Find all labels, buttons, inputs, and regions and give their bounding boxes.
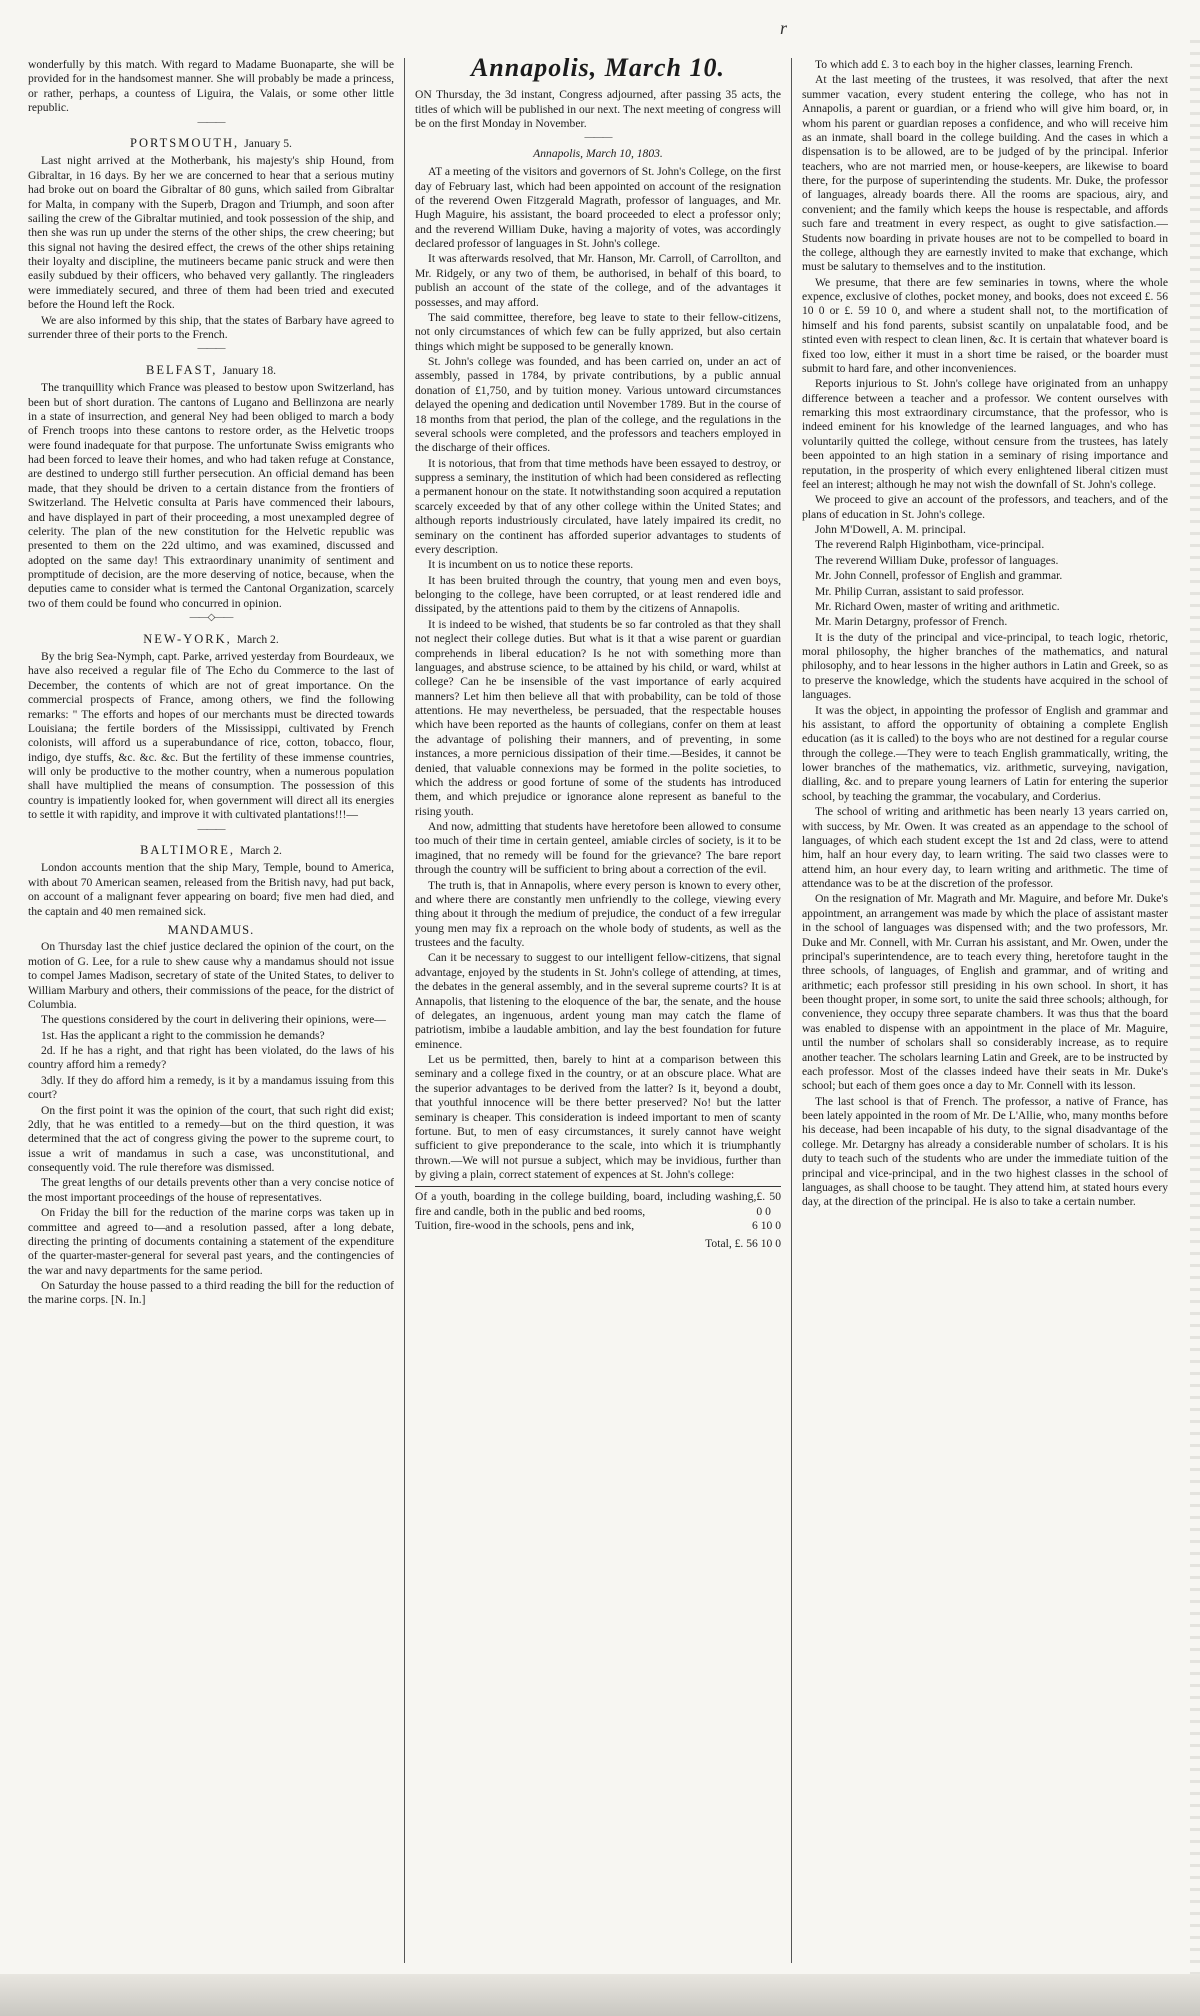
separator: ——— (197, 116, 225, 128)
college-p3: It was afterwards resolved, that Mr. Hanson, Mr. Carroll, of Carrollton, and Mr. Ridgely, or any two of them, be authorised, in behalf of this board, to publish an account of the state of the college, and of the advantages it possesses, and may afford. (415, 252, 781, 309)
column-1 (28, 58, 394, 1963)
separator: ——— (584, 132, 612, 144)
mandamus-q3: 3dly. If they do afford him a remedy, is it by a mandamus issuing from this court? (28, 1073, 394, 1102)
separator: ——— (197, 823, 225, 835)
expense-amount: £. 50 0 0 (756, 1190, 781, 1218)
col3-p8: The school of writing and arithmetic has been nearly 13 years carried on, with success, by Mr. Owen. It was created as an appendage to the school of languages, of which each student except the 1st and 2d class, were to attend him, half an hour every day, to learn writing. The said two classes were to attend him, an hour every day, to learn writing and arithmetic. The time of attendance was to be at the discretion of the professor. (802, 805, 1168, 890)
column-2 (415, 58, 781, 1963)
intro-paragraph: wonderfully by this match. With regard to Madame Buonaparte, she will be provided for in the handsomest manner. She will probably be made a princess, or rather, perhaps, a countess of Liguira, the Valais, or some other little republic. (28, 58, 394, 115)
expense-table (415, 1186, 781, 1251)
page-mark: r (780, 18, 788, 38)
belfast-dateline (28, 363, 394, 379)
column-rule (404, 58, 405, 1963)
expense-total (415, 1237, 781, 1251)
column-rule (791, 58, 792, 1963)
expense-amount: 6 10 0 (752, 1219, 781, 1233)
college-p6: It is notorious, that from that time methods have been essayed to destroy, or suppress a seminary, the institution of which had been considered as reflecting a permanent honour on the state. It notwithstanding soon acquired a reputation scarcely exceeded by that of any other college within the United States; and although reports industriously circulated, have lately impaired its credit, no seminary on the continent has afforded superior advantages to students of every description. (415, 456, 781, 556)
newyork-p1: By the brig Sea-Nymph, capt. Parke, arrived yesterday from Bourdeaux, we have also received a regular file of The Echo du Commerce to the last of December, the contents of which are not of great importance. On the commercial prospects of France, among others, we find the following remarks: " The efforts and hopes of our merchants must be directed towards Louisiana; the fertile borders of the Mississippi, cultivated by French colonists, will afford us a superabundance of rice, cotton, tobacco, flour, indigo, dye stuffs, &c. &c. &c. But the fertility of these immense countries, will only be productive to the mother country, when a numerous population shall have multiplied the means of consumption. The possession of this country is impatiently looked for, when government will direct all its energies to settle it with rapidity, and improve it with cultivated plantations!!!— (28, 650, 394, 822)
separator: ——◇—— (189, 612, 233, 624)
faculty-english: Mr. John Connell, professor of English and grammar. (815, 569, 1063, 583)
baltimore-place: BALTIMORE, (140, 842, 235, 857)
faculty-vice-principal: The reverend Ralph Higinbotham, vice-principal. (815, 538, 1045, 552)
college-p4: The said committee, therefore, beg leave to state to their fellow-citizens, not only circumstances of which few can be fully apprized, but also certain things which might be supposed to be generally known. (415, 310, 781, 353)
portsmouth-p2: We are also informed by this ship, that the states of Barbary have agreed to surrender three of their ports to the French. (28, 313, 394, 341)
college-p13: Let us be permitted, then, barely to hint at a comparison between this seminary and a college fixed in the country, or at an obscure place. What are the superior advantages to be derived from the latter? Is it, beyond a doubt, that youthful innocence will be there better preserved? No! but the latter seminary is cheaper. This consideration is indeed important to men of scanty fortune. But, to men of easy circumstances, it surely cannot have weight sufficient to give preponderance to the scale, into which it is triumphantly thrown.—We will not pursue a subject, which may be invidious, further than by giving a plain, correct statement of expences at St. John's college: (415, 1053, 781, 1181)
belfast-date: January 18. (222, 363, 277, 377)
faculty-writing: Mr. Richard Owen, master of writing and arithmetic. (815, 599, 1060, 613)
mandamus-p1: On Thursday last the chief justice declared the opinion of the court, on the motion of G. Lee, for a rule to shew cause why a mandamus should not issue to compel James Madison, secretary of state of the United States, to deliver to William Marbury and others, their commissions of the peace, for the district of Columbia. (28, 940, 394, 1011)
mandamus-p2: The questions considered by the court in delivering their opinions, were— (41, 1013, 386, 1027)
total-amount: £. 56 10 0 (734, 1236, 781, 1250)
college-p11: The truth is, that in Annapolis, where every person is known to every other, and where there are constantly men unfriendly to the college, viewing every thing about it through the medium of prejudice, the conduct of a few irregular young men may fix a reproach on the whole body of students, as well as the trustees and the faculty. (415, 878, 781, 949)
college-p10: And now, admitting that students have heretofore been allowed to consume too much of their time in certain genteel, amiable circles of society, is it to be imagined, that no remedy will be found for the grievance? The bare report through the country will be sufficient to bring about a correction of the evil. (415, 820, 781, 877)
congress-paragraph: ON Thursday, the 3d instant, Congress adjourned, after passing 35 acts, the titles of which will be published in our next. The next meeting of congress will be on the first Monday in November. (415, 88, 781, 130)
portsmouth-dateline (28, 136, 394, 152)
portsmouth-date: January 5. (244, 136, 292, 150)
col3-p5: We proceed to give an account of the professors, and teachers, and of the plans of education in St. John's college. (802, 493, 1168, 521)
faculty-french: Mr. Marin Detargny, professor of French. (815, 615, 1008, 629)
expense-label: Of a youth, boarding in the college building, board, including washing, fire and candle, both in the public and bed rooms, (415, 1190, 757, 1218)
col3-p10: The last school is that of French. The professor, a native of France, has been lately appointed in the room of Mr. De L'Allie, who, many months before his decease, had been incapable of his duty, to the signal disadvantage of the college. Mr. Detargny has already a considerable number of scholars. It is his duty to teach such of the students who are under the immediate tuition of the principal and vice-principal, and in the two highest classes in the school of languages, as shall choose to be taught. They attend him, at stated hours every day, at the direction of the principal. He is also to take a certain number. (802, 1094, 1168, 1209)
col3-p6: It is the duty of the principal and vice-principal, to teach logic, rhetoric, moral philosophy, the higher branches of the mathematics, and natural philosophy, and to hear lessons in the higher authors in Latin and Greek, so as to preserve the knowledge, which the students have acquired in the school of languages. (802, 630, 1168, 702)
newyork-dateline (28, 632, 394, 648)
col3-p2: At the last meeting of the trustees, it was resolved, that after the next summer vacation, every student entering the college, who has not in Annapolis, a parent or guardian, or a friend who will give him board, or, in whom his parent or guardian reposes a confidence, and who will receive him as an inmate, shall board in the college building. And the cases in which a dispensation is to be allowed, are to be judged of by the principal. Inferior teachers, who are not married men, or house-keepers, are likewise to board there, for the purpose of superintending the students. Mr. Duke, the professor of languages, already boards there. All the rooms are spacious, airy, and convenient; and the family which keeps the house is respectable, and affords such fare and treatment in every respect, as ought to give satisfaction.—Students now boarding in private houses are not to be compelled to board in the college, although they are earnestly invited to make that exchange, which must be salutary to themselves and to the institution. (802, 73, 1168, 274)
col3-p7: It was the object, in appointing the professor of English and grammar and his assistant, to afford the opportunity of obtaining a complete English education (as it is called) to the boys who are not destined for a regular course through the college.—They were to teach English grammatically, writing, the lower branches of the mathematics, viz. arithmetic, surveying, navigation, dialling, &c. and to prepare young learners of Latin for entering the superior school, by teaching the grammar, the vocabulary, and Corderius. (802, 703, 1168, 803)
college-p8: It has been bruited through the country, that young men and even boys, belonging to the college, have been corrupted, or at least rendered idle and dissipated, by the attentions paid to them by the citizens of Annapolis. (415, 573, 781, 616)
mandamus-heading: MANDAMUS. (167, 922, 255, 937)
total-label: Total, (705, 1236, 732, 1250)
college-p5: St. John's college was founded, and has been carried on, under an act of assembly, passed in 1784, by private contributions, by a public annual donation of £1,750, and by tuition money. Various untoward circumstances delayed the opening and dedication until November 1789. But in the course of 18 months from that period, the plan of the college, and the regulations in the several schools were completed, and the professors and teachers employed in the discharge of their offices. (415, 355, 781, 455)
college-p12: Can it be necessary to suggest to our intelligent fellow-citizens, that signal advantage, enjoyed by the students in St. John's college of attending, at times, the debates in the general assembly, and in the several supreme courts? It is at Annapolis, that listening to the eloquence of the bar, the senate, and the house of delegates, an ingenuous, ardent young man may catch the flame of patriotism, imbibe a laudable ambition, and lay the best foundation for future eminence. (415, 951, 781, 1051)
mandamus-p6: On Saturday the house passed to a third reading the bill for the reduction of the marine corps. [N. In.] (28, 1279, 394, 1307)
mandamus-p3: On the first point it was the opinion of the court, that such right did exist; 2dly, that he was entitled to a remedy—but on the third question, it was determined that the act of congress giving the power to the supreme court, to issue a writ of mandamus in such a case, was unconstitutional, and consequently void. The rule therefore was dismissed. (28, 1103, 394, 1175)
expense-row-board (415, 1190, 781, 1219)
college-dateline: Annapolis, March 10, 1803. (533, 146, 663, 160)
baltimore-p1: London accounts mention that the ship Mary, Temple, bound to America, with about 70 American seamen, released from the British navy, had put back, on account of a malignant fever appearing on board; five men had died, and the captain and 40 men remained sick. (28, 861, 394, 918)
portsmouth-place: PORTSMOUTH, (130, 135, 240, 150)
college-p9: It is indeed to be wished, that students be so far controled as that they shall not neglect their college duties. But what is it that a wise parent or guardian comprehends in liberal education? Is he not with something more than languages, and abstruse science, to be attained by his child, or ward, whilst at college? Can he be insensible of the vast importance of early acquired manners? Let him then believe all that with probability, can be told of those attentions. He may nevertheless, be persuaded, that the respectable houses which have been reported as the haunts of collegians, confer on them at least the advantage of polishing their manners, and of preventing, in some instances, a more pernicious dissipation of their time.—Besides, it cannot be denied, that valuable connexions may be formed in the polite societies, to which the address or good fortune of some of the students has introduced them, and which prejudice or ignorance alone represent as baneful to the rising youth. (415, 617, 781, 818)
mandamus-p4: The great lengths of our details prevents other than a very concise notice of the most important proceedings of the house of representatives. (28, 1176, 394, 1204)
col3-p4: Reports injurious to St. John's college have originated from an unhappy difference between a teacher and a professor. We content ourselves with remarking this most extraordinary circumstance, that the professor, who is indeed eminent for his knowledge of the learned languages, and who has voluntarily quitted the college, without censure from the trustees, has lately been appointed to an high station in a seminary of rising importance and reputation, in the prosperity of which every enlightened liberal citizen must feel an interest; although he may not wish the downfall of St. John's college. (802, 377, 1168, 491)
portsmouth-p1: Last night arrived at the Motherbank, his majesty's ship Hound, from Gibraltar, in 16 days. By her we are concerned to hear that a serious mutiny had broke out on board the Gibraltar of 80 guns, which sailed from Gibraltar for Malta, in company with the Superb, Dragon and Triumph, and soon after sailing the crew of the Gibraltar mutinied, and took possession of the ship, and then she was run up under the sterns of the other ships, the crew cheering; but this signal not having the desired effect, the crews of the other ships retaining their loyalty and discipline, the mutineers became panic struck and were then easily subdued by their officers, who behaved very gallantly. The ringleaders were immediately secured, and three of them had been tried and executed before the Hound left the Rock. (28, 154, 394, 312)
mandamus-q2: 2d. If he has a right, and that right has been violated, do the laws of his country afford him a remedy? (28, 1044, 394, 1072)
faculty-languages: The reverend William Duke, professor of languages. (815, 553, 1059, 567)
col3-p9: On the resignation of Mr. Magrath and Mr. Maguire, and before Mr. Duke's appointment, an arrangement was made by which the place of assistant master in the school of languages was dispensed with; and the two professors, Mr. Duke and Mr. Connell, with Mr. Curran his assistant, and Mr. Owen, under the principal's superintendence, are to teach every thing, heretofore taught in the three schools, of languages, of English and grammar, and of writing and arithmetic; each professor still presiding in his own school. In short, it has been thought proper, in some sort, to unite the said three schools; although, for convenience, they occupy three separate chambers. It was thus that the board was enabled to dispense with an appointment in the place of Mr. Maguire, until the number of scholars shall so considerably increase, as to require another teacher. The scholars learning Latin and Greek, are to be instructed by each professor. Most of the classes indeed have their seats in Mr. Duke's school; but each of them goes once a day to Mr. Connell with its lesson. (802, 892, 1168, 1093)
faculty-assistant: Mr. Philip Curran, assistant to said professor. (815, 584, 1024, 598)
belfast-place: BELFAST, (145, 362, 218, 377)
separator: ——— (197, 343, 225, 355)
masthead-title: Annapolis, March 10. (470, 58, 726, 82)
college-p7: It is incumbent on us to notice these reports. (428, 558, 634, 572)
col3-p3: We presume, that there are few seminaries in towns, where the whole expence, exclusive of clothes, pocket money, and books, does not exceed £. 56 10 0 or £. 59 10 0, and where a student shall not, to the mortification of himself and his fond parents, subsist scantily on unpalatable food, and be stinted even with respect to clean linen, &c. It is certain that whatever board is fixed too low, either it must in a short time be raised, or the boarder must submit to hard fare, and other inconveniences. (802, 275, 1168, 375)
scan-edge-bottom (0, 1974, 1200, 2016)
newyork-place: NEW-YORK, (143, 631, 232, 646)
expense-row-tuition (415, 1219, 781, 1233)
expense-label: Tuition, fire-wood in the schools, pens and ink, (415, 1219, 635, 1233)
columns (28, 58, 1168, 1963)
baltimore-date: March 2. (240, 843, 282, 857)
mandamus-q1: 1st. Has the applicant a right to the commission he demands? (41, 1028, 325, 1042)
column-3 (802, 58, 1168, 1963)
belfast-p1: The tranquillity which France was pleased to bestow upon Switzerland, has been but of short duration. The cantons of Lugano and Bellinzona are nearly in a state of insurrection, and general Ney had been obliged to march a body of French troops into these cantons to restore order, as the Helvetic troops were found inadequate for that purpose. The unfortunate Swiss emigrants who had been forced to leave their homes, and who had taken refuge at Constance, are destined to undergo still further persecution. An official demand has been made, that they should be driven to a certain distance from the frontiers of Switzerland. The Helvetic consulta at Paris have commenced their labours, and have displayed in part of their proceeding, a most unexampled degree of celerity. The plan of the new constitution for the Helvetic republic was presented to them on the 22d ultimo, and was examined, discussed and adopted on the same day! This extraordinary unanimity of sentiment and promptitude of decision, are the more deserving of notice, because, when the deputies came to consider what is termed the Cantonal Organization, scarcely two of them could be found who concurred in opinion. (28, 381, 394, 610)
col3-p1: To which add £. 3 to each boy in the higher classes, learning French. (815, 58, 1133, 71)
baltimore-dateline (28, 843, 394, 859)
scan-edge-right (1190, 40, 1200, 2000)
mandamus-p5: On Friday the bill for the reduction of the marine corps was taken up in committee and agreed to—and a resolution passed, after a long debate, directing the printing of documents containing a statement of the expenditure of the quarter-master-general for several past years, and the contingencies of the war and navy departments for the same period. (28, 1206, 394, 1277)
faculty-principal: John M'Dowell, A. M. principal. (815, 523, 966, 536)
college-p2: AT a meeting of the visitors and governors of St. John's College, on the first day of February last, which had been appointed on account of the resignation of the reverend Owen Fitzgerald Magrath, professor of languages, and Mr. Hugh Maguire, his assistant, the board proceeded to elect a professor only; and the reverend William Duke, having a majority of votes, was accordingly declared professor of languages in St. John's college. (415, 165, 781, 250)
newyork-date: March 2. (236, 632, 279, 646)
